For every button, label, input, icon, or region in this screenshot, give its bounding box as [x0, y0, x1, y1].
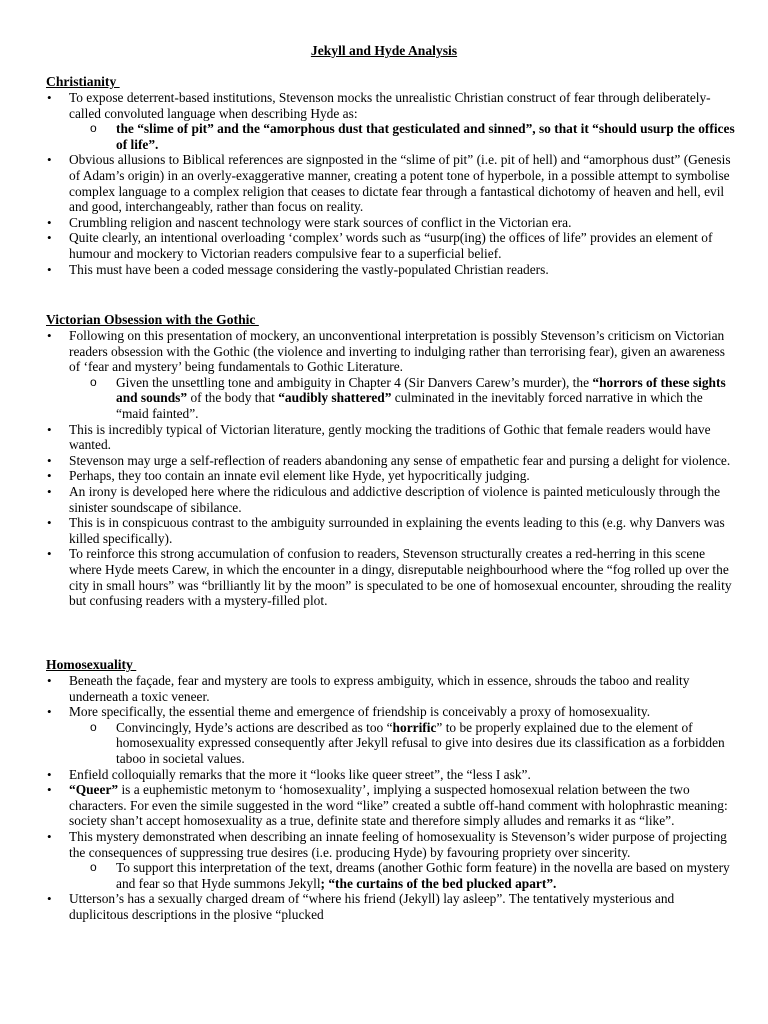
- bullet-list: [46, 673, 736, 923]
- bullet-item: [46, 704, 736, 720]
- bold-quote: the “slime of pit” and the “amorphous dust that gesticulated and sinned”, so that it “should usurp the offices of life”.: [116, 121, 735, 152]
- bullet-item: [46, 546, 736, 608]
- section-heading: Victorian Obsession with the Gothic: [46, 312, 259, 327]
- text-run: Beneath the façade, fear and mystery are tools to express ambiguity, which in essence, shrouds the taboo and reality underneath a toxic veneer.: [69, 673, 690, 704]
- bullet-item: [46, 152, 736, 214]
- sub-bullet-item: [46, 121, 736, 152]
- bullet-list: [46, 328, 736, 609]
- bullet-item: [46, 829, 736, 860]
- text-run: An irony is developed here where the ridiculous and addictive description of violence is painted meticulously through the sinister soundscape of sibilance.: [69, 483, 721, 515]
- text-run: This must have been a coded message considering the vastly-populated Christian readers.: [69, 261, 549, 277]
- text-run: To expose deterrent-based institutions, Stevenson mocks the unrealistic Christian construct of fear through deliberately-called convoluted language when describing Hyde as:: [69, 90, 711, 121]
- bullet-item: [46, 262, 736, 278]
- text-run: Given the unsettling tone and ambiguity in Chapter 4 (Sir Danvers Carew’s murder), the: [116, 374, 593, 390]
- text-run: Enfield colloquially remarks that the more it “looks like queer street”, the “less I ask”.: [69, 766, 531, 782]
- bullet-item: [46, 90, 736, 121]
- text-run: Crumbling religion and nascent technology were stark sources of conflict in the Victorian era.: [69, 214, 572, 230]
- section-homosexuality: [46, 657, 736, 923]
- text-run: More specifically, the essential theme and emergence of friendship is conceivably a proxy of homosexuality.: [69, 704, 651, 720]
- bullet-item: [46, 215, 736, 231]
- section-heading: Homosexuality: [46, 657, 137, 672]
- bullet-item: [46, 891, 736, 922]
- section-victorian-gothic: [46, 312, 736, 609]
- text-run: Following on this presentation of mockery, an unconventional interpretation is possibly Stevenson’s criticism on Victorian readers obsession with the Gothic (the violence and inverting to indulging rather than terrorising fear), given an awareness of ‘fear and mystery’ being fundamentals to Gothic Literature.: [69, 328, 725, 375]
- bullet-item: [46, 328, 736, 375]
- text-run: culminated in the inevitably forced narrative in which the “maid fainted”.: [116, 390, 703, 421]
- text-run: Quite clearly, an intentional overloading ‘complex’ words such as “usurp(ing) the offices of life” provides an element of humour and mockery to Victorian readers compulsive fear to a superficial belief.: [69, 230, 713, 261]
- sub-bullet-item: [46, 375, 736, 422]
- text-run: This mystery demonstrated when describing an innate feeling of homosexuality is Stevenson’s wider purpose of projecting the consequences of suppressing true desires (i.e. producing Hyde) by favouring propriety over sincerity.: [69, 828, 727, 860]
- text-run: Convincingly, Hyde’s actions are described as too “: [116, 719, 393, 735]
- text-run: of the body that: [187, 390, 279, 406]
- text-run: This is in conspicuous contrast to the ambiguity surrounded in explaining the events leading to this (e.g. why Danvers was killed specifically).: [69, 515, 725, 546]
- bold-quote: ; “the curtains of the bed plucked apart”.: [320, 875, 557, 891]
- text-run: To support this interpretation of the text, dreams (another Gothic form feature) in the novella are based on mystery and fear so that Hyde summons Jekyll: [116, 860, 730, 891]
- document-title: Jekyll and Hyde Analysis: [310, 43, 458, 58]
- bold-quote: “horrors of these sights and sounds”: [116, 374, 726, 406]
- bold-quote: “audibly shattered”: [278, 390, 392, 406]
- text-run: Stevenson may urge a self-reflection of readers abandoning any sense of empathetic fear and pursing a delight for violence.: [69, 452, 731, 468]
- text-run: Perhaps, they too contain an innate evil element like Hyde, yet hypocritically judging.: [69, 468, 530, 484]
- text-run: Utterson’s has a sexually charged dream of “where his friend (Jekyll) lay asleep”. The tentatively mysterious and duplicitous descriptions in the plosive “plucked: [69, 891, 675, 922]
- bold-quote: horrific: [392, 719, 437, 735]
- bullet-item: [46, 767, 736, 783]
- text-run: is a euphemistic metonym to ‘homosexuality’, implying a suspected homosexual relation between the two characters. For even the simile suggested in the word “like” created a subtle off-hand comment with holophrastic meaning: society shan’t accept homosexuality as a true, definite state and therefore simply alludes and remarks it as “like”.: [69, 782, 728, 829]
- bullet-item: [46, 673, 736, 704]
- bullet-item: [46, 230, 736, 261]
- section-heading: Christianity: [46, 74, 120, 89]
- text-run: ” to be properly explained due to the element of homosexuality expressed consequently after Jekyll refusal to give into desires due its classification as a forbidden taboo in societal values.: [116, 719, 725, 766]
- text-run: To reinforce this strong accumulation of confusion to readers, Stevenson structurally creates a red-herring in this scene where Hyde meets Carew, in which the encounter in a dingy, disreputable neighbourhood where the “fog rolled up over the city in small hours” was “brilliantly lit by the moon” is speculated to be one of homosexual encounter, shrouding the reality but confusing readers with a mystery-filled plot.: [69, 546, 732, 609]
- bullet-item: [46, 422, 736, 453]
- bullet-item: [46, 515, 736, 546]
- sub-bullet-item: [46, 720, 736, 767]
- sub-bullet-item: [46, 860, 736, 891]
- text-run: This is incredibly typical of Victorian literature, gently mocking the traditions of Gothic that female readers would have wanted.: [69, 421, 711, 453]
- bullet-item: [46, 468, 736, 484]
- bullet-item: [46, 453, 736, 469]
- bullet-item: [46, 782, 736, 829]
- bold-quote: “Queer”: [69, 782, 119, 798]
- text-run: Obvious allusions to Biblical references are signposted in the “slime of pit” (i.e. pit of hell) and “amorphous dust” (Genesis of Adam’s origin) in an overly-exaggerative manner, creating a potent tone of hyperbole, in a possible attempt to symbolise complex language to a complex religion that ceases to dictate fear through a fantastical dichotomy of heaven and hell, evil and good, interchangeably, rather than focus on reality.: [69, 152, 731, 215]
- bullet-item: [46, 484, 736, 515]
- section-christianity: [46, 74, 736, 277]
- bullet-list: [46, 90, 736, 277]
